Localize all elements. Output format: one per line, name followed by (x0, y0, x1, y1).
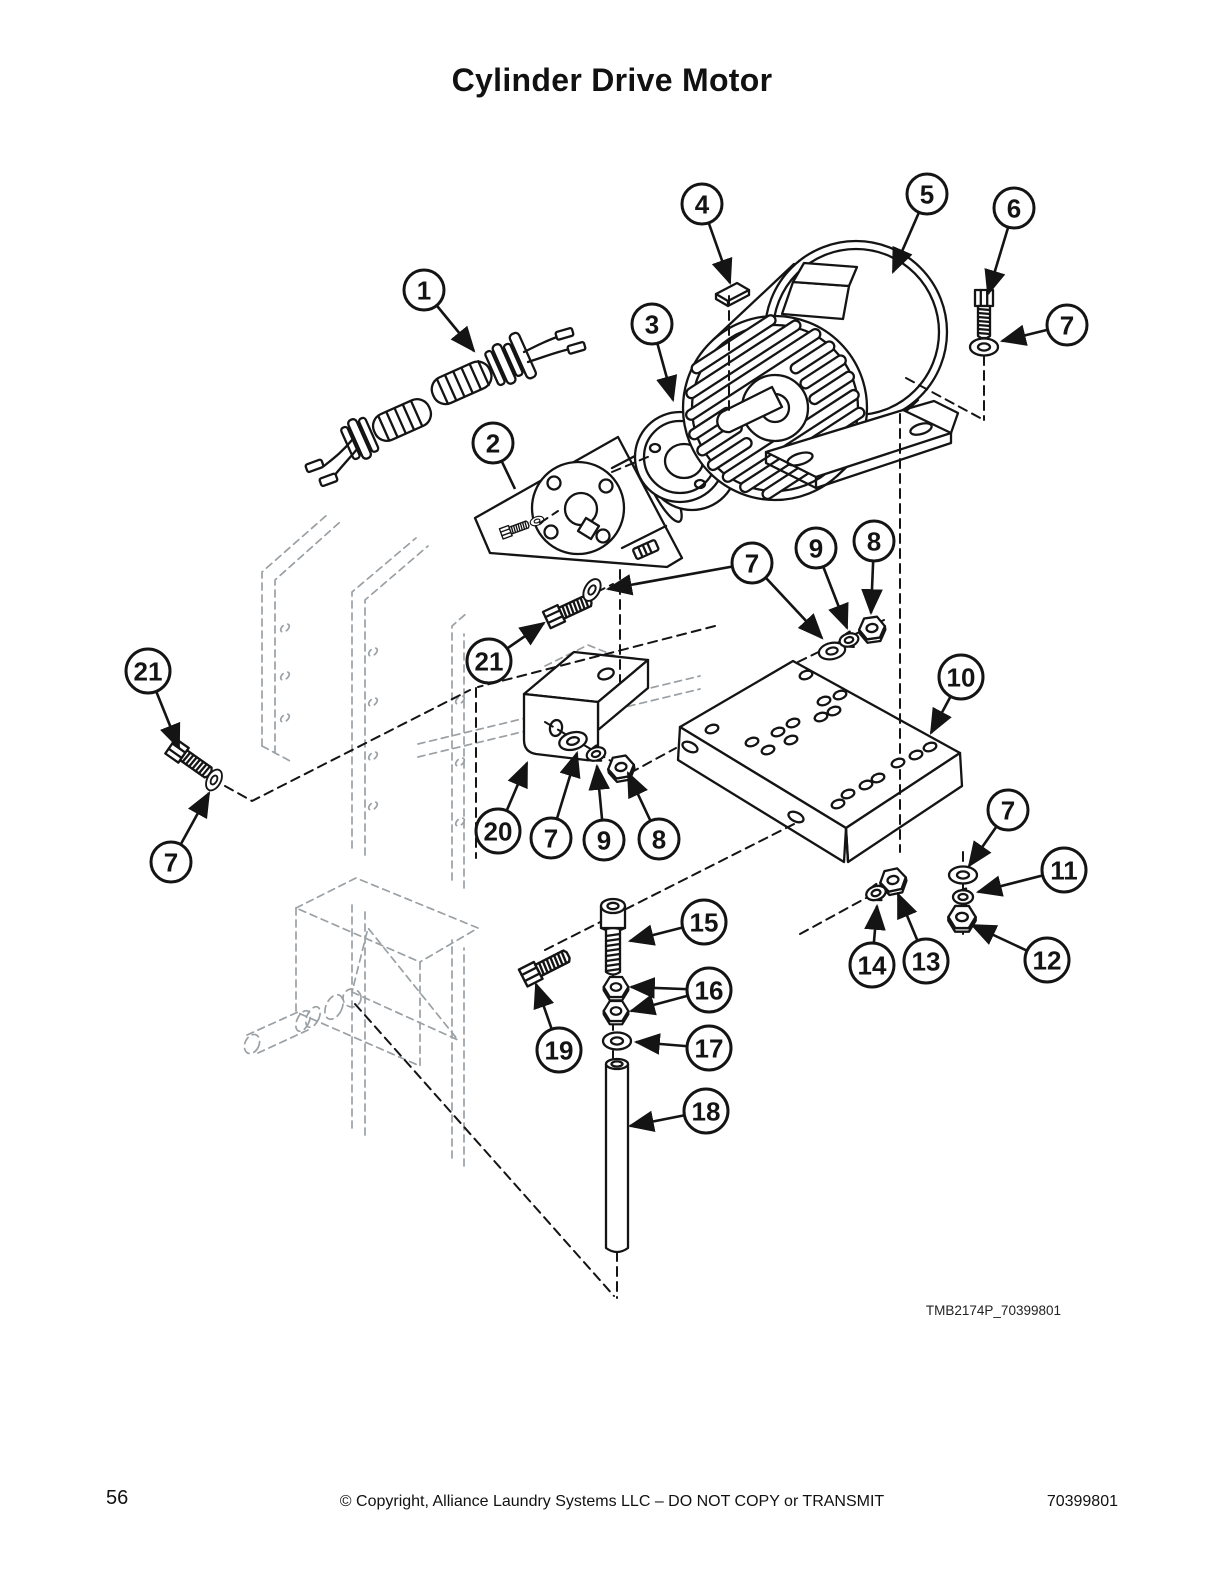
document-number: 70399801 (1046, 1493, 1118, 1510)
callout-8 (854, 521, 894, 613)
callout-number: 1 (416, 275, 432, 306)
washer-7-right (949, 867, 977, 884)
copyright-line: © Copyright, Alliance Laundry Systems LLC – DO NOT COPY or TRANSMIT (339, 1493, 885, 1510)
bolt-21-left (165, 739, 215, 781)
callout-number: 8 (651, 824, 667, 855)
callout-number: 13 (911, 946, 941, 977)
callout-number: 5 (919, 179, 935, 210)
callout-number: 8 (866, 526, 882, 557)
callout-number: 19 (544, 1035, 574, 1066)
callout-13 (898, 894, 948, 983)
callout-number: 17 (694, 1033, 724, 1064)
nut-12 (948, 906, 975, 932)
machine-frame-reference (241, 514, 700, 1166)
callout-3 (632, 304, 673, 400)
callout-number: 9 (808, 533, 824, 564)
callout-16 (631, 968, 731, 1012)
callout-number: 7 (543, 823, 559, 854)
callout-number: 11 (1050, 855, 1078, 886)
callout-8 (628, 773, 679, 859)
callout-11 (978, 848, 1086, 892)
callout-20 (476, 763, 527, 853)
callout-number: 16 (694, 975, 724, 1006)
callout-7 (531, 753, 577, 858)
page-title: Cylinder Drive Motor (451, 62, 773, 98)
figure-code: TMB2174P_70399801 (925, 1303, 1061, 1318)
spacer-tube (606, 1059, 628, 1252)
page-number: 56 (106, 1487, 129, 1509)
lockwasher-11 (953, 889, 973, 906)
callout-number: 10 (946, 662, 976, 693)
callout-number: 7 (1000, 795, 1016, 826)
callout-6 (988, 188, 1034, 294)
callout-21 (126, 649, 179, 748)
washer-7-top-right (970, 339, 998, 356)
callout-4 (682, 184, 730, 283)
callout-12 (972, 925, 1069, 982)
standoff-bolt-15 (601, 899, 625, 975)
callout-number: 15 (689, 907, 719, 938)
callout-10 (931, 655, 983, 733)
callout-number: 20 (483, 816, 513, 847)
callout-number: 2 (485, 428, 501, 459)
callout-number: 21 (474, 646, 504, 677)
callout-number: 12 (1032, 945, 1062, 976)
callout-18 (630, 1089, 728, 1133)
callout-number: 7 (1059, 310, 1075, 341)
callout-7 (969, 790, 1028, 866)
wiring-harness (305, 328, 586, 487)
callout-number: 7 (163, 847, 179, 878)
nut-16-a (604, 977, 629, 1000)
callout-17 (636, 1026, 731, 1070)
nut-16-b (604, 1001, 629, 1024)
callout-number: 18 (691, 1096, 721, 1127)
washer-17 (603, 1033, 631, 1050)
callout-15 (630, 900, 726, 944)
bolt-19 (519, 947, 572, 987)
callout-number: 9 (596, 825, 612, 856)
shaft-key (716, 283, 749, 306)
callout-number: 3 (644, 309, 660, 340)
bolt-6 (975, 290, 993, 338)
callout-1 (404, 270, 474, 351)
callout-number: 21 (133, 656, 163, 687)
callout-number: 14 (857, 950, 887, 981)
callout-19 (536, 984, 581, 1072)
callout-7 (1002, 305, 1087, 345)
callout-number: 7 (744, 548, 760, 579)
callout-7 (151, 793, 209, 882)
callout-number: 4 (694, 189, 710, 220)
callout-14 (850, 906, 894, 987)
motor-mounting-plate (678, 661, 962, 862)
callout-2 (473, 423, 515, 489)
callout-9 (796, 528, 847, 628)
callout-number: 6 (1006, 193, 1022, 224)
